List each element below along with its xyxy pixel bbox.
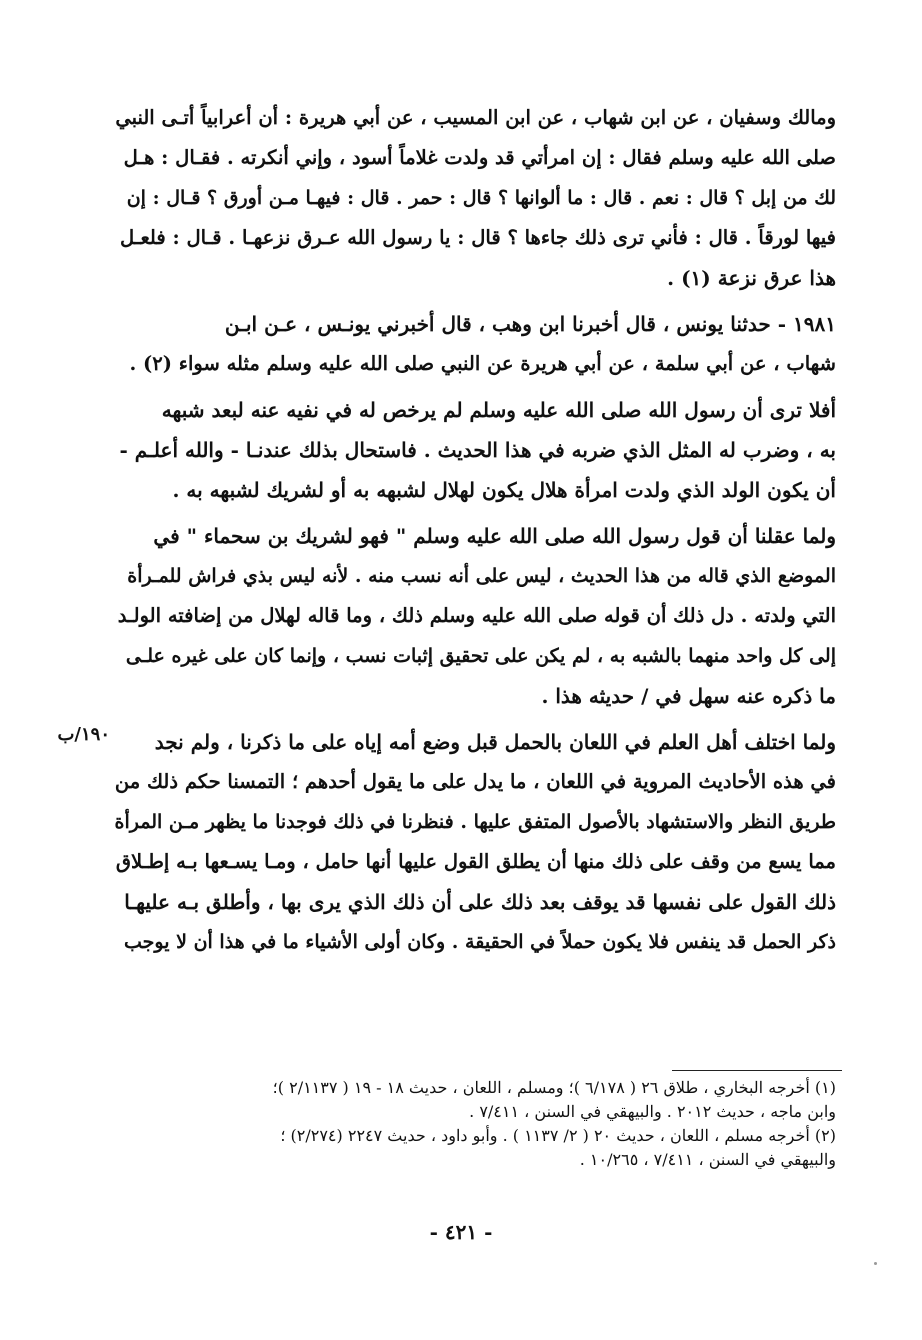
text-line: الموضع الذي قاله من هذا الحديث ، ليس على أنه نسب منه . لأنه ليس بذي فراش للمـرأة bbox=[127, 565, 836, 587]
text-line: ومالك وسفيان ، عن ابن شهاب ، عن ابن المسيب ، عن أبي هريرة : أن أعرابياً أتـى النبي bbox=[115, 106, 836, 129]
page-number: - ٤٢١ - bbox=[429, 1220, 493, 1244]
manuscript-folio-note: ١٩٠/ب bbox=[57, 724, 110, 745]
main-text-body bbox=[112, 98, 836, 962]
text-line: إلى كل واحد منهما بالشبه به ، لم يكن على تحقيق إثبات نسب ، وإنما كان على غيره علـى bbox=[125, 645, 836, 667]
footnotes bbox=[100, 1076, 836, 1172]
text-line: أفلا ترى أن رسول الله صلى الله عليه وسلم لم يرخص له في نفيه عنه لبعد شبهه bbox=[161, 398, 836, 422]
footnote-line: وابن ماجه ، حديث ٢٠١٢ . والبيهقي في السنن ، ٧/٤١١ . bbox=[469, 1102, 836, 1121]
text-line: ١٩٨١ - حدثنا يونس ، قال أخبرنا ابن وهب ، قال أخبرني يونـس ، عـن ابـن bbox=[224, 312, 836, 336]
text-line: هذا عرق نزعة (١) . bbox=[667, 266, 836, 290]
text-line: ولما عقلنا أن قول رسول الله صلى الله عليه وسلم " فهو لشريك بن سحماء " في bbox=[153, 524, 836, 548]
scan-speck bbox=[874, 1262, 877, 1265]
text-line: ولما اختلف أهل العلم في اللعان بالحمل قبل وضع أمه إياه على ما ذكرنا ، ولم نجد bbox=[154, 730, 836, 754]
text-line: صلى الله عليه وسلم فقال : إن امرأتي قد ولدت غلاماً أسود ، وإني أنكرته . فقـال : هـل bbox=[123, 146, 836, 169]
footnote-separator bbox=[672, 1070, 842, 1071]
text-line: أن يكون الولد الذي ولدت امرأة هلال يكون لهلال لشبهه به أو لشريك لشبهه به . bbox=[172, 478, 836, 502]
text-line: به ، وضرب له المثل الذي ضربه في هذا الحديث . فاستحال بذلك عندنـا - والله أعلـم - bbox=[119, 438, 836, 462]
text-line: التي ولدته . دل ذلك أن قوله صلى الله عليه وسلم ذلك ، وما قاله لهلال من إضافته الولـد bbox=[117, 604, 836, 627]
text-line: مما يسع من وقف على ذلك منها أن يطلق القول عليها أنها حامل ، ومـا يسـعها بـه إطـلاق bbox=[115, 850, 836, 873]
text-line: لك من إبل ؟ قال : نعم . قال : ما ألوانها ؟ قال : حمر . قال : فيهـا مـن أورق ؟ قـال : إن bbox=[126, 187, 836, 209]
text-line: فيها لورقاً . قال : فأني ترى ذلك جاءها ؟ قال : يا رسول الله عـرق نزعهـا . قـال : فلعـل bbox=[120, 226, 836, 249]
text-line: ما ذكره عنه سهل في / حديثه هذا . bbox=[541, 684, 836, 708]
text-line: طريق النظر والاستشهاد بالأصول المتفق عليها . فنظرنا في ذلك فوجدنا ما يظهر مـن المرأة bbox=[114, 811, 836, 833]
text-line: ذكر الحمل قد ينفس فلا يكون حملاً في الحقيقة . وكان أولى الأشياء ما في هذا أن لا يوجب bbox=[124, 931, 836, 953]
text-line: شهاب ، عن أبي سلمة ، عن أبي هريرة عن النبي صلى الله عليه وسلم مثله سواء (٢) . bbox=[129, 352, 836, 375]
footnote-line: (١) أخرجه البخاري ، طلاق ٢٦ ( ٦/١٧٨ )؛ ومسلم ، اللعان ، حديث ١٨ - ١٩ ( ٢/١١٣٧ )؛ bbox=[272, 1078, 836, 1097]
footnote-line: والبيهقي في السنن ، ٧/٤١١ ، ١٠/٢٦٥ . bbox=[579, 1150, 836, 1169]
text-line: في هذه الأحاديث المروية في اللعان ، ما يدل على ما يقول أحدهم ؛ التمسنا حكم ذلك من bbox=[114, 770, 836, 793]
text-line: ذلك القول على نفسها قد يوقف بعد ذلك على أن ذلك الذي يرى بها ، وأطلق بـه عليهـا bbox=[124, 890, 836, 914]
footnote-line: (٢) أخرجه مسلم ، اللعان ، حديث ٢٠ ( ٢/ ١١٣٧ ) . وأبو داود ، حديث ٢٢٤٧ (٢/٢٧٤) ؛ bbox=[280, 1126, 836, 1145]
